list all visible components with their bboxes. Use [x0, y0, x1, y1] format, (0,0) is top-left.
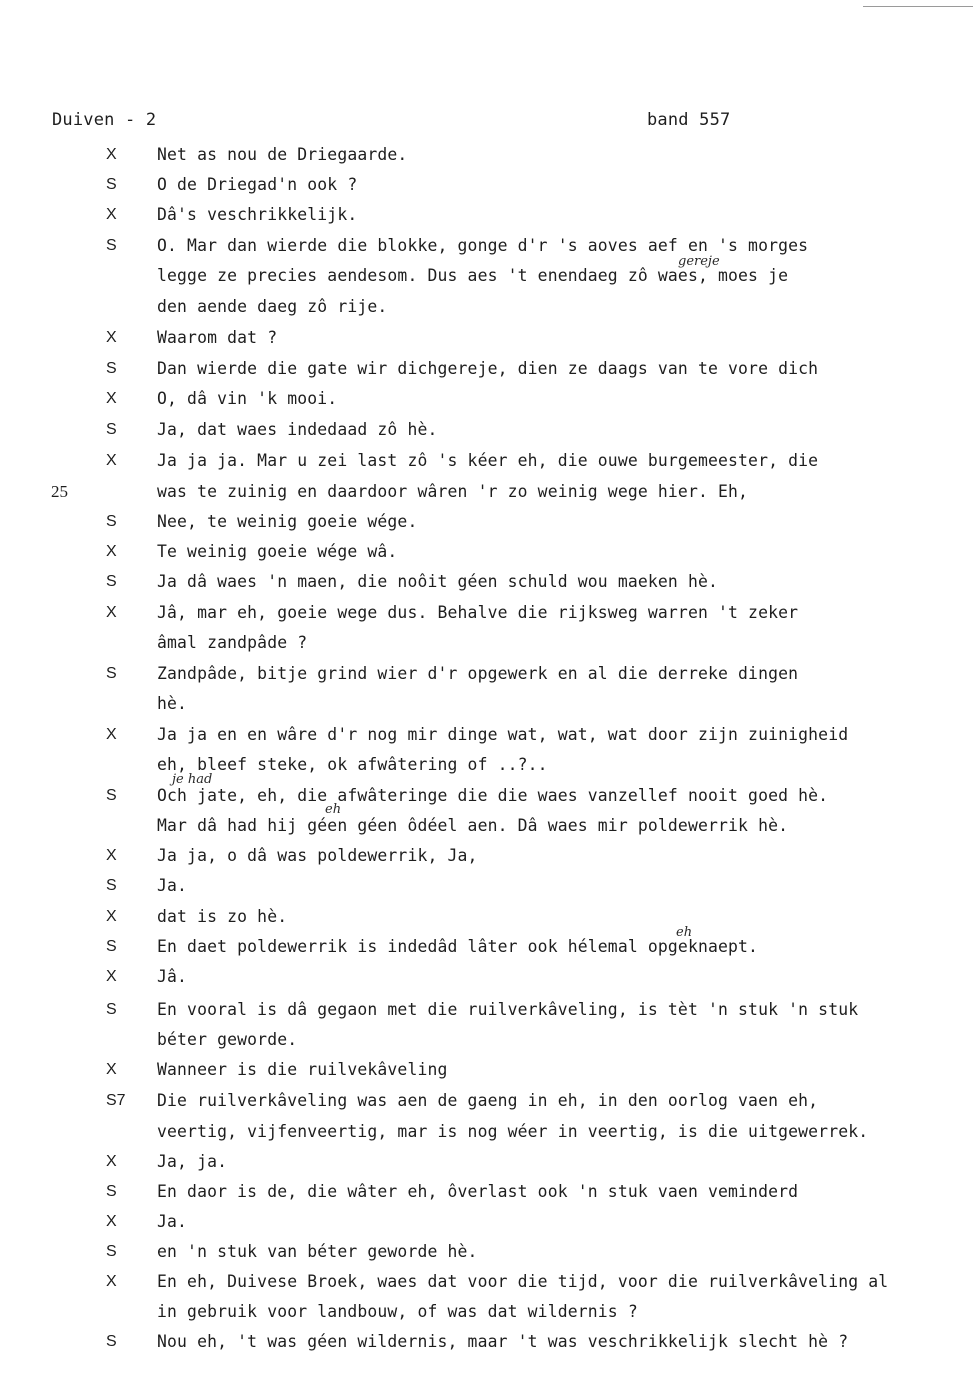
utterance-text: dat is zo hè. — [157, 907, 288, 926]
speaker-label: S — [106, 1183, 117, 1200]
transcript-line — [0, 328, 973, 350]
utterance-text: was te zuinig en daardoor wâren 'r zo weinig wege hier. Eh, — [157, 482, 749, 501]
utterance-text: En eh, Duivese Broek, waes dat voor die tijd, voor die ruilverkâveling al — [157, 1272, 889, 1291]
utterance-text: Waarom dat ? — [157, 328, 278, 347]
transcript-line — [0, 1060, 973, 1082]
transcript-line — [0, 205, 973, 227]
transcript-line — [0, 542, 973, 564]
speaker-label: X — [106, 452, 117, 469]
transcript-line — [0, 876, 973, 898]
speaker-label: X — [106, 847, 117, 864]
transcript-line — [0, 694, 973, 716]
utterance-text: en 'n stuk van béter geworde hè. — [157, 1242, 478, 1261]
header-tape-number: band 557 — [647, 110, 731, 130]
transcript-line — [0, 1122, 973, 1144]
speaker-label: S — [106, 1243, 117, 1260]
speaker-label: X — [106, 543, 117, 560]
utterance-text: En vooral is dâ gegaon met die ruilverkâveling, is tèt 'n stuk 'n stuk — [157, 1000, 859, 1019]
speaker-label: X — [106, 1273, 117, 1290]
transcript-line — [0, 1152, 973, 1174]
utterance-text: Ja, dat waes indedaad zô hè. — [157, 420, 438, 439]
utterance-text: Jâ. — [157, 967, 188, 986]
utterance-text: béter geworde. — [157, 1030, 298, 1049]
speaker-label: S — [106, 573, 117, 590]
utterance-text: O de Driegad'n ook ? — [157, 175, 358, 194]
utterance-text: veertig, vijfenveertig, mar is nog wéer in veertig, is die uitgewerrek. — [157, 1122, 869, 1141]
utterance-text: Wanneer is die ruilvekâveling — [157, 1060, 448, 1079]
speaker-label: S — [106, 513, 117, 530]
transcript-line — [0, 1242, 973, 1264]
utterance-text: Ja ja ja. Mar u zei last zô 's kéer eh, die ouwe burgemeester, die — [157, 451, 819, 470]
handwritten-note-eh: eh — [325, 802, 342, 817]
transcript-line — [0, 175, 973, 197]
transcript-line — [0, 1182, 973, 1204]
speaker-label: S — [106, 176, 117, 193]
transcript-line — [0, 420, 973, 442]
speaker-label: S — [106, 877, 117, 894]
transcript-line — [0, 755, 973, 777]
transcript-line — [0, 1272, 973, 1294]
utterance-text: O. Mar dan wierde die blokke, gonge d'r 's aoves aef en 's morges — [157, 236, 809, 255]
line-number-marker: 25 — [51, 482, 68, 501]
utterance-text: Nou eh, 't was géen wildernis, maar 't was veschrikkelijk slecht hè ? — [157, 1332, 849, 1351]
transcript-line — [0, 482, 973, 504]
transcript-line — [0, 512, 973, 534]
transcript-line — [0, 359, 973, 381]
utterance-text: in gebruik voor landbouw, of was dat wildernis ? — [157, 1302, 638, 1321]
transcript-line — [0, 816, 973, 838]
transcript-line — [0, 451, 973, 473]
utterance-text: âmal zandpâde ? — [157, 633, 308, 652]
utterance-text: eh, bleef steke, ok afwâtering of ..?.. — [157, 755, 548, 774]
utterance-text: Mar dâ had hij géen géen ôdéel aen. Dâ waes mir poldewerrik hè. — [157, 816, 789, 835]
speaker-label: X — [106, 206, 117, 223]
utterance-text: Och jate, eh, die afwâteringe die die waes vanzellef nooit goed hè. — [157, 786, 829, 805]
speaker-label: S — [106, 787, 117, 804]
speaker-label: X — [106, 1061, 117, 1078]
speaker-label: S — [106, 360, 117, 377]
utterance-text: Jâ, mar eh, goeie wege dus. Behalve die rijksweg warren 't zeker — [157, 603, 799, 622]
utterance-text: Te weinig goeie wége wâ. — [157, 542, 398, 561]
transcript-line — [0, 786, 973, 808]
handwritten-note-je-had: je had — [172, 772, 213, 787]
transcript-line — [0, 846, 973, 868]
transcript-line — [0, 297, 973, 319]
utterance-text: Ja ja, o dâ was poldewerrik, Ja, — [157, 846, 478, 865]
utterance-text: legge ze precies aendesom. Dus aes 't enendaeg zô waes, moes je — [157, 266, 789, 285]
speaker-label: X — [106, 146, 117, 163]
transcript-line — [0, 389, 973, 411]
header-title: Duiven - 2 — [52, 110, 157, 130]
utterance-text: Ja. — [157, 876, 188, 895]
transcript-line — [0, 1030, 973, 1052]
transcript-line — [0, 266, 973, 288]
utterance-text: Ja. — [157, 1212, 188, 1231]
speaker-label: X — [106, 329, 117, 346]
handwritten-note-gereje: gereje — [678, 254, 720, 269]
speaker-label: X — [106, 604, 117, 621]
speaker-label: X — [106, 726, 117, 743]
utterance-text: Die ruilverkâveling was aen de gaeng in eh, in den oorlog vaen eh, — [157, 1091, 819, 1110]
transcript-line — [0, 1000, 973, 1022]
utterance-text: Ja, ja. — [157, 1152, 228, 1171]
speaker-label: S — [106, 938, 117, 955]
speaker-label: X — [106, 968, 117, 985]
utterance-text: den aende daeg zô rije. — [157, 297, 388, 316]
utterance-text: hè. — [157, 694, 188, 713]
handwritten-note-eh-2: eh — [676, 925, 693, 940]
utterance-text: Net as nou de Driegaarde. — [157, 145, 408, 164]
transcript-line — [0, 1332, 973, 1354]
utterance-text: Ja dâ waes 'n maen, die noôit géen schuld wou maeken hè. — [157, 572, 719, 591]
transcript-line — [0, 236, 973, 258]
transcript-line — [0, 937, 973, 959]
speaker-label: S — [106, 421, 117, 438]
transcript-line — [0, 664, 973, 686]
speaker-label: X — [106, 390, 117, 407]
speaker-label: S — [106, 1333, 117, 1350]
utterance-text: O, dâ vin 'k mooi. — [157, 389, 338, 408]
transcript-line — [0, 907, 973, 929]
speaker-label: S — [106, 665, 117, 682]
utterance-text: Nee, te weinig goeie wége. — [157, 512, 418, 531]
top-rule — [863, 6, 973, 7]
transcript-line — [0, 145, 973, 167]
speaker-label: X — [106, 1213, 117, 1230]
transcript-line — [0, 1091, 973, 1113]
transcript-line — [0, 1212, 973, 1234]
transcript-line — [0, 967, 973, 989]
utterance-text: Dâ's veschrikkelijk. — [157, 205, 358, 224]
utterance-text: Zandpâde, bitje grind wier d'r opgewerk en al die derreke dingen — [157, 664, 799, 683]
transcript-line — [0, 1302, 973, 1324]
transcript-line — [0, 725, 973, 747]
speaker-label: S7 — [106, 1092, 126, 1109]
transcript-line — [0, 603, 973, 625]
speaker-label: S — [106, 1001, 117, 1018]
transcript-line — [0, 633, 973, 655]
utterance-text: Ja ja en en wâre d'r nog mir dinge wat, wat, wat door zijn zuinigheid — [157, 725, 849, 744]
utterance-text: En daor is de, die wâter eh, ôverlast ook 'n stuk vaen veminderd — [157, 1182, 799, 1201]
speaker-label: X — [106, 908, 117, 925]
transcript-line — [0, 572, 973, 594]
utterance-text: Dan wierde die gate wir dichgereje, dien ze daags van te vore dich — [157, 359, 819, 378]
speaker-label: X — [106, 1153, 117, 1170]
speaker-label: S — [106, 237, 117, 254]
utterance-text: En daet poldewerrik is indedâd lâter ook hélemal opgeknaept. — [157, 937, 759, 956]
